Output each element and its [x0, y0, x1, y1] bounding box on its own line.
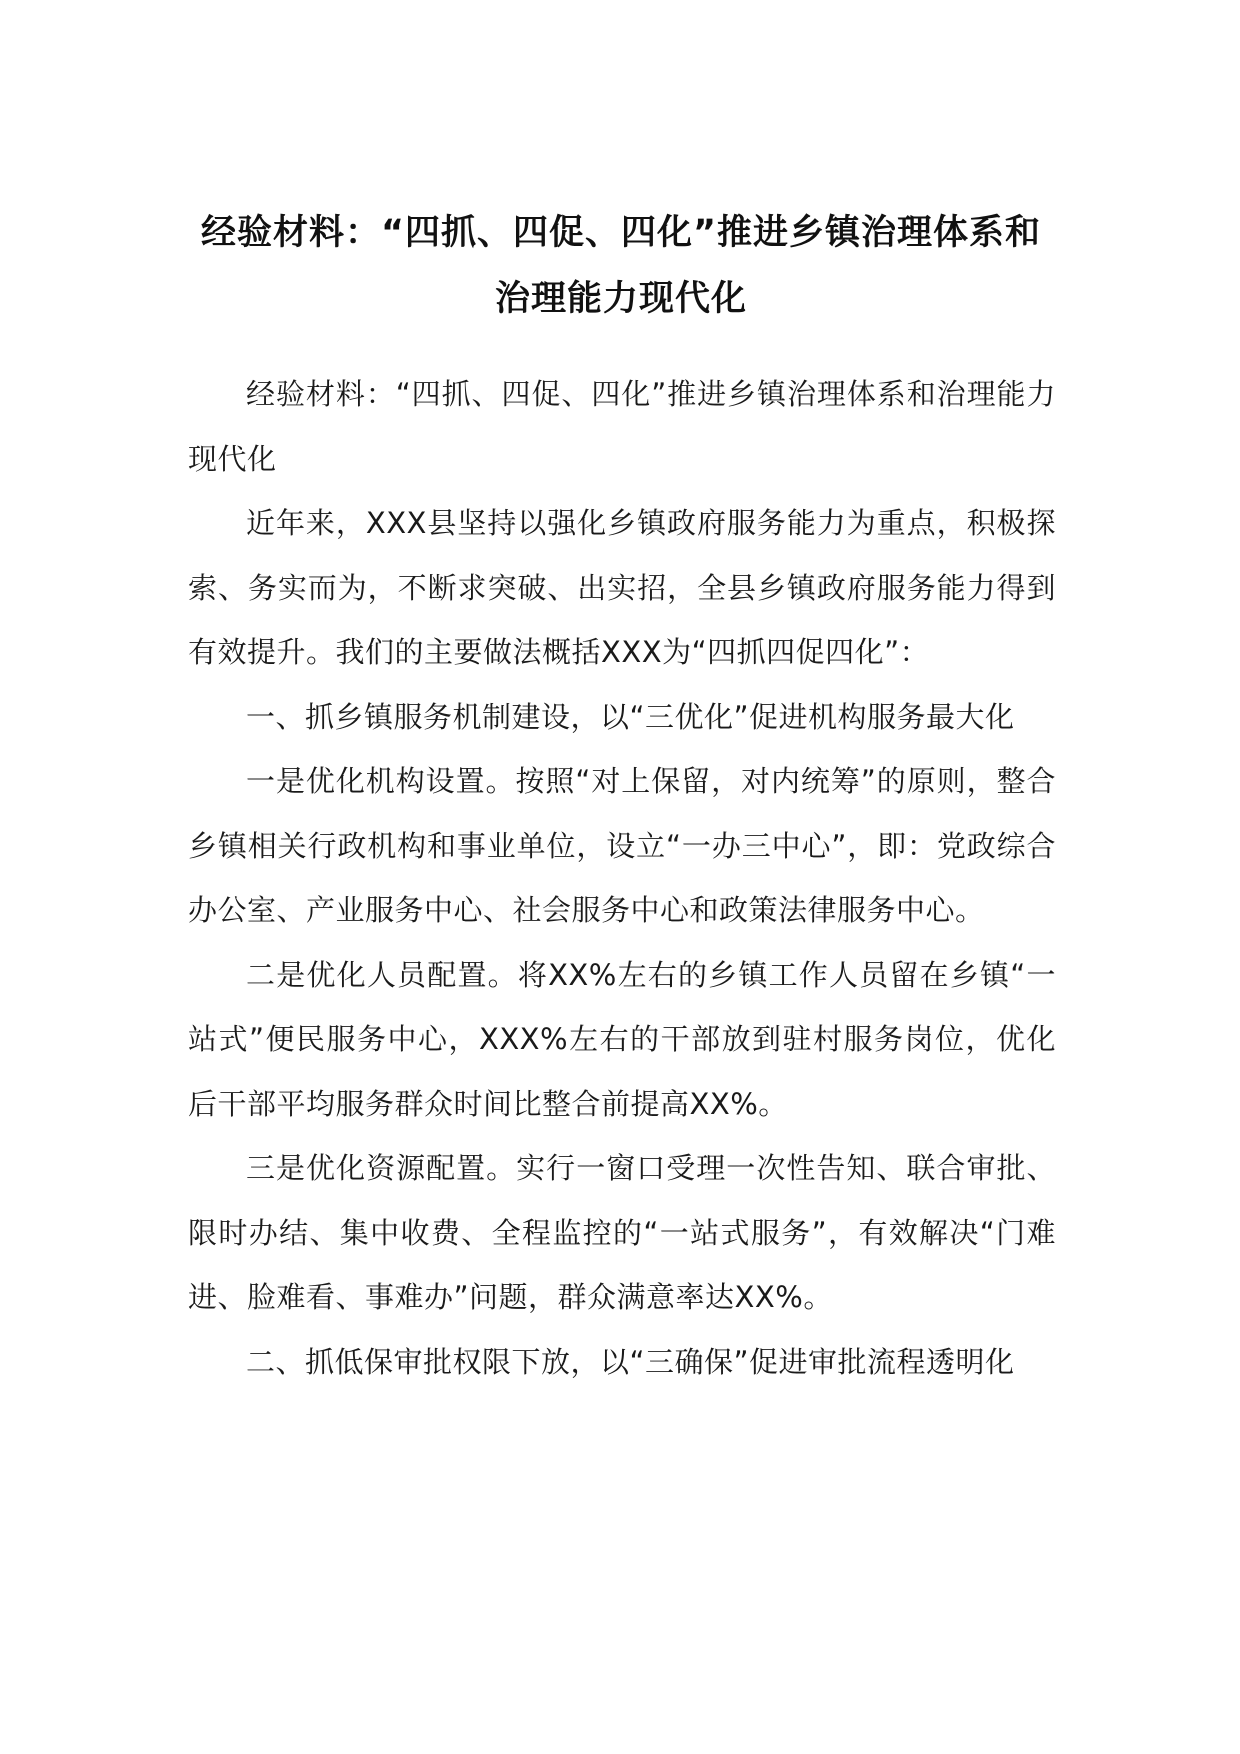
paragraph-optimize-staffing: 二是优化人员配置。将XX%左右的乡镇工作人员留在乡镇“一站式”便民服务中心，XXX%左右的干部放到驻村服务岗位，优化后干部平均服务群众时间比整合前提高XX%。	[188, 957, 1056, 1121]
section-heading-2: 二、抓低保审批权限下放，以“三确保”促进审批流程透明化	[246, 1344, 1015, 1379]
paragraph-introduction: 近年来，XXX县坚持以强化乡镇政府服务能力为重点，积极探索、务实而为，不断求突破、出实招，全县乡镇政府服务能力得到有效提升。我们的主要做法概括XXX为“四抓四促四化”：	[188, 506, 1056, 669]
paragraph-repeated-title: 经验材料：“四抓、四促、四化”推进乡镇治理体系和治理能力现代化	[188, 377, 1056, 476]
paragraph-optimize-resources: 三是优化资源配置。实行一窗口受理一次性告知、联合审批、限时办结、集中收费、全程监控的“一站式服务”，有效解决“门难进、脸难看、事难办”问题，群众满意率达XX%。	[188, 1151, 1056, 1314]
document-body	[188, 362, 1056, 1394]
paragraph-optimize-institutions: 一是优化机构设置。按照“对上保留，对内统筹”的原则，整合乡镇相关行政机构和事业单位，设立“一办三中心”，即：党政综合办公室、产业服务中心、社会服务中心和政策法律服务中心。	[188, 764, 1056, 927]
document-title: 经验材料：“四抓、四促、四化”推进乡镇治理体系和治理能力现代化	[200, 213, 1041, 319]
section-heading-1: 一、抓乡镇服务机制建设，以“三优化”促进机构服务最大化	[246, 699, 1015, 734]
